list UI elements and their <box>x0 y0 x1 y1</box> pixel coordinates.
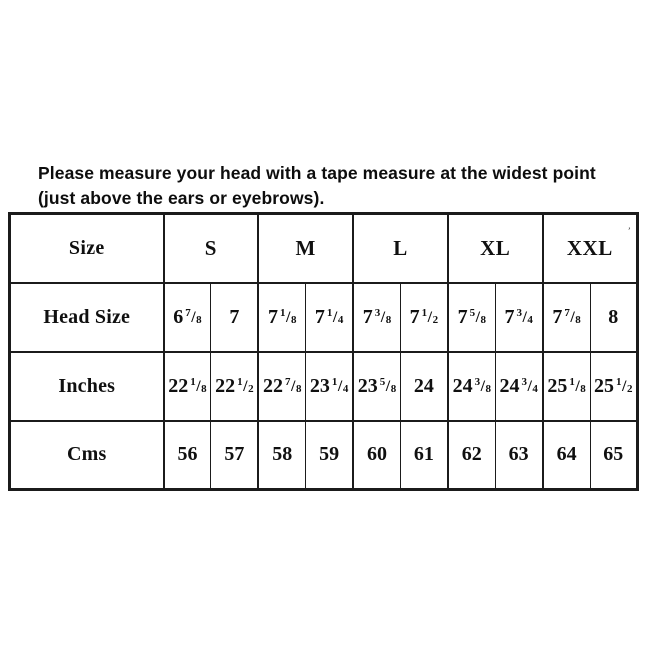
value-cell <box>448 352 495 421</box>
instruction-text <box>38 161 596 211</box>
value-cell <box>400 421 447 490</box>
value-fraction: $^1$/2 <box>421 306 439 326</box>
value-cell <box>353 283 400 352</box>
value-whole: 60 <box>367 443 387 466</box>
value-whole: 7 <box>457 305 468 328</box>
value-fraction: $^3$/4 <box>516 306 533 326</box>
value-fraction: $^3$/4 <box>521 375 538 395</box>
size-column-header: Size <box>10 214 164 283</box>
value-whole: 64 <box>556 443 577 466</box>
value-whole: 7 <box>229 305 240 328</box>
value-whole: 62 <box>461 443 482 466</box>
size-chart-body <box>10 283 638 490</box>
value-cell <box>400 352 447 421</box>
value-cell <box>258 283 305 352</box>
value-cell <box>448 421 495 490</box>
value-cell <box>400 283 447 352</box>
value-cell <box>164 352 211 421</box>
row-label: Cms <box>10 421 164 490</box>
size-group-header-l: L <box>353 214 448 283</box>
value-fraction: $^5$/8 <box>379 375 397 395</box>
value-cell <box>495 421 542 490</box>
size-group-header-xl: XL <box>448 214 543 283</box>
value-cell <box>543 421 590 490</box>
value-cell <box>164 421 211 490</box>
value-fraction: $^3$/8 <box>374 306 392 326</box>
size-group-header-s: S <box>164 214 259 283</box>
instruction-line-2: (just above the ears or eyebrows). <box>38 188 325 208</box>
value-fraction: $^1$/8 <box>280 306 297 326</box>
value-cell <box>211 421 258 490</box>
value-fraction: $^1$/8 <box>569 375 586 395</box>
value-cell <box>353 421 400 490</box>
value-cell <box>590 352 637 421</box>
table-row-cms <box>10 421 638 490</box>
header-row <box>10 214 638 283</box>
value-whole: 7 <box>314 305 325 328</box>
value-whole: 63 <box>508 443 529 466</box>
value-whole: 23 <box>357 374 378 397</box>
size-group-header-m: M <box>258 214 353 283</box>
value-fraction: $^1$/4 <box>326 306 344 326</box>
value-cell <box>495 283 542 352</box>
table-row-head-size <box>10 283 638 352</box>
value-whole: 65 <box>603 443 624 466</box>
row-label: Inches <box>10 352 164 421</box>
value-cell <box>353 352 400 421</box>
value-whole: 58 <box>272 443 293 466</box>
value-whole: 24 <box>499 374 520 397</box>
row-label: Head Size <box>10 283 164 352</box>
value-cell <box>306 283 353 352</box>
value-whole: 22 <box>263 374 283 397</box>
value-cell <box>211 283 258 352</box>
value-fraction: $^1$/8 <box>190 375 207 395</box>
size-group-header-xxl: XXL <box>543 214 638 283</box>
value-whole: 24 <box>452 374 473 397</box>
value-cell <box>543 283 590 352</box>
value-whole: 25 <box>594 374 615 397</box>
value-cell <box>164 283 211 352</box>
value-whole: 7 <box>268 305 278 328</box>
value-fraction: $^7$/8 <box>564 306 581 326</box>
value-whole: 22 <box>215 374 236 397</box>
instruction-line-1: Please measure your head with a tape measure at the widest point <box>38 163 596 183</box>
scan-artifact-mark: ’ <box>625 225 632 238</box>
value-cell <box>306 421 353 490</box>
value-whole: 23 <box>309 374 330 397</box>
value-whole: 59 <box>319 443 340 466</box>
value-cell <box>306 352 353 421</box>
value-fraction: $^7$/8 <box>285 375 302 395</box>
value-cell <box>590 421 637 490</box>
value-cell <box>258 352 305 421</box>
value-fraction: $^7$/8 <box>185 306 202 326</box>
value-whole: 6 <box>173 305 184 328</box>
value-cell <box>495 352 542 421</box>
value-whole: 61 <box>413 443 434 466</box>
value-whole: 25 <box>547 374 568 397</box>
value-cell <box>543 352 590 421</box>
value-cell <box>258 421 305 490</box>
value-whole: 24 <box>413 374 434 397</box>
value-fraction: $^1$/2 <box>616 375 633 395</box>
size-chart-table <box>8 212 639 491</box>
value-fraction: $^3$/8 <box>474 375 492 395</box>
value-cell <box>590 283 637 352</box>
value-fraction: $^5$/8 <box>469 306 487 326</box>
value-whole: 22 <box>168 374 189 397</box>
value-fraction: $^1$/4 <box>331 375 349 395</box>
value-whole: 7 <box>409 305 420 328</box>
value-whole: 7 <box>362 305 373 328</box>
value-whole: 8 <box>608 305 619 328</box>
value-fraction: $^1$/2 <box>237 375 254 395</box>
value-cell <box>448 283 495 352</box>
value-whole: 57 <box>224 443 245 466</box>
value-whole: 7 <box>504 305 515 328</box>
value-cell <box>211 352 258 421</box>
table-row-inches <box>10 352 638 421</box>
value-whole: 56 <box>177 443 198 466</box>
value-whole: 7 <box>552 305 563 328</box>
